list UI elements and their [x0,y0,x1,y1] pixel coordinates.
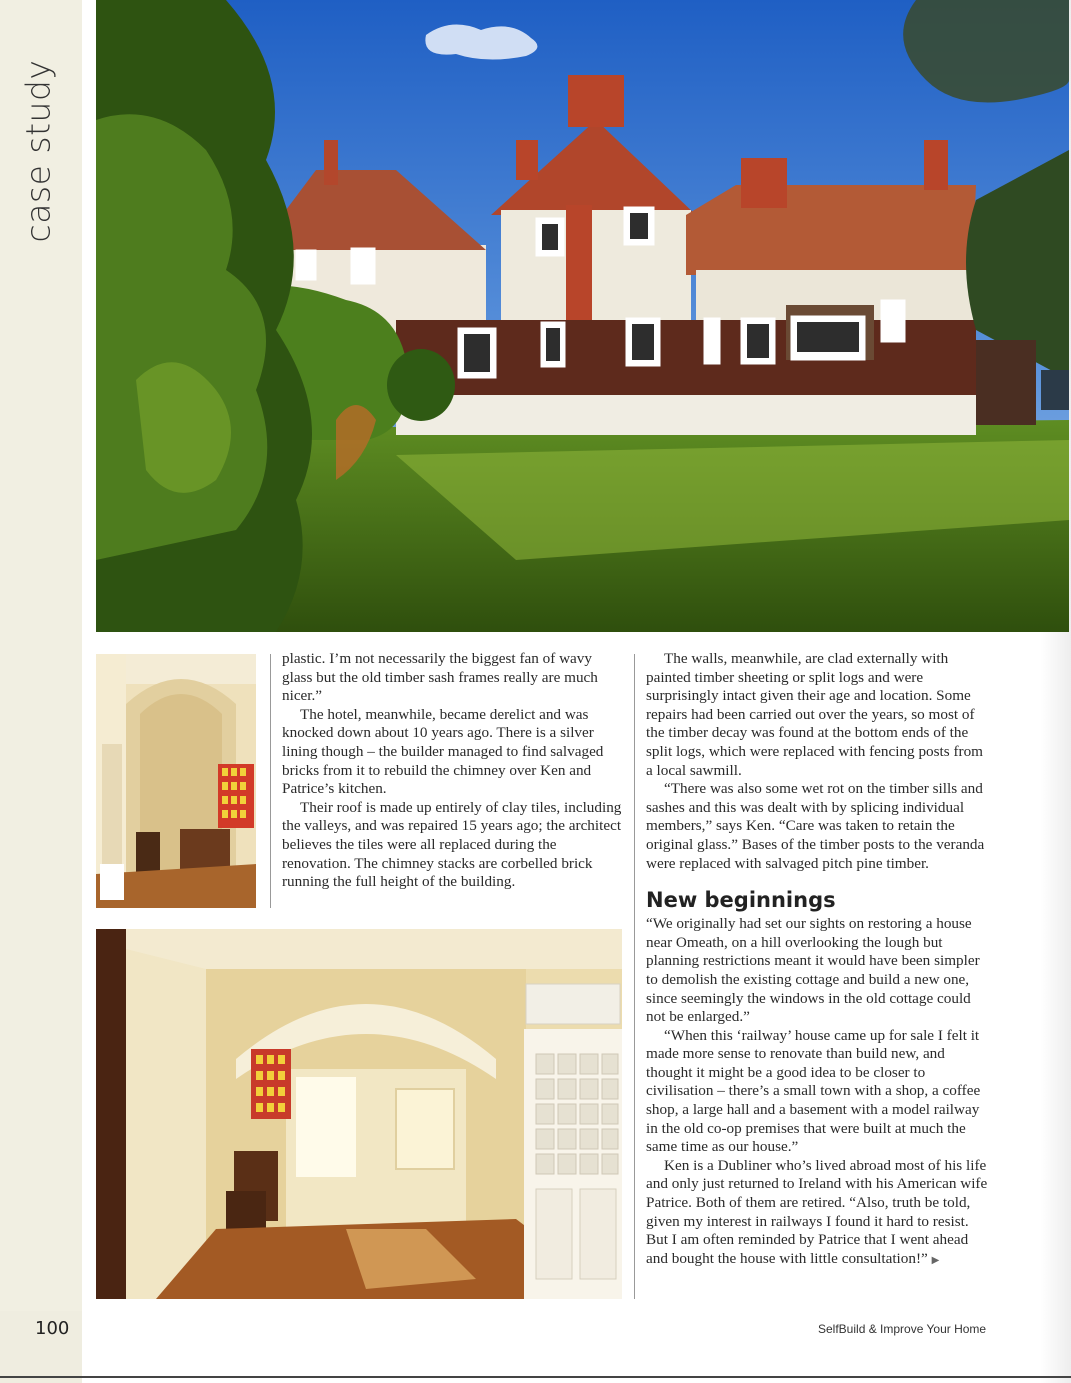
paragraph: “When this ‘railway’ house came up for sale I felt it made more sense to renovate than build new, and thought it might be a good idea to be closer to civilisation – there’s a small town with a shop, a coffee shop, a large hall and a basement with a model railway in the old co-op premises that were built at much the same time as our house.” [646,1026,981,1156]
continue-arrow-icon: ▶ [931,1254,940,1266]
column-divider [634,654,635,1299]
paragraph: plastic. I’m not necessarily the biggest fan of wavy glass but the old timber sash frames really are much nicer.” [282,650,598,705]
paragraph: “We originally had set our sights on restoring a house near Omeath, on a hill overlooking the lough but planning restrictions meant it would have been simpler to demolish the existing cottage and build a new one, since seemingly the windows in the old cottage could not be enlarged.” [646,915,980,1026]
page-number: 100 [35,1318,70,1339]
paragraph-last [646,1157,988,1271]
column-divider [270,654,271,908]
paragraph: The hotel, meanwhile, became derelict and was knocked down about 10 years ago. There is a silver lining though – the builder managed to find salvaged bricks from it to rebuild the chimney over Ken and Patrice’s kitchen. [282,705,604,798]
paragraph: Their roof is made up entirely of clay tiles, including the valleys, and was repaired 15 years ago; the architect believes the tiles were all replaced during the renovation. The chimney stacks are corbelled brick running the full height of the building. [282,798,622,891]
paragraph: “There was also some wet rot on the timber sills and sashes and this was dealt with by splicing individual members,” says Ken. “Care was taken to retain the original glass.” Bases of the timber posts to the veranda were replaced with salvaged pitch pine timber. [646,780,985,872]
page-bottom-rule [0,1376,1071,1378]
paragraph: Ken is a Dubliner who’s lived abroad most of his life and only just returned to Ireland with his American wife Patrice. Both of them are retired. “Also, truth be told, given my interest in railways I found it hard to resist. But I am often reminded by Patrice that I went ahead and bought the house with little consultation!” [646,1156,988,1267]
paragraph: The walls, meanwhile, are clad externally with painted timber sheeting or split logs and were surprisingly intact given their age and location. Some repairs had been carried out over the years, so most of the timber decay was found at the bottom ends of the split logs, which were replaced with fencing posts from a local sawmill. [646,650,983,779]
house-exterior-photo [96,0,1069,632]
hallway-photo [96,929,622,1299]
sidebar [0,0,82,1383]
interior-arch-photo [96,654,256,908]
magazine-name: SelfBuild & Improve Your Home [818,1322,987,1336]
section-label-text: case study [18,59,58,243]
text-column-2 [646,650,988,1270]
section-heading: New beginnings [646,888,836,913]
text-column-1 [282,650,626,892]
section-label [8,36,68,266]
